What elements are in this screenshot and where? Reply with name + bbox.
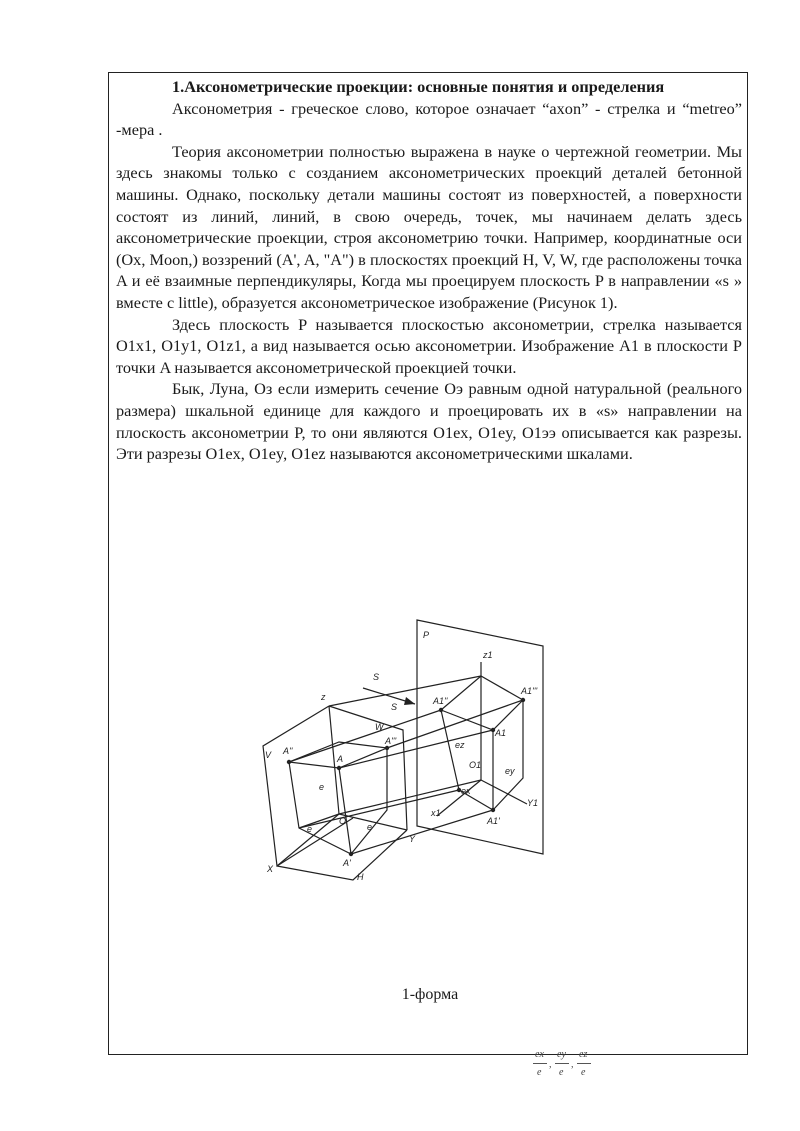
label-a: A — [337, 754, 344, 764]
label-s-arrow: S — [373, 672, 380, 682]
label-x: X — [267, 864, 274, 874]
plane-h — [277, 830, 407, 880]
label-y: Y — [409, 834, 416, 844]
formula-num-2: ey — [557, 1049, 566, 1060]
label-w: W — [375, 722, 384, 732]
formula-den-1: e — [537, 1067, 542, 1078]
scale-ratios-formula — [531, 1049, 601, 1085]
label-a3: A''' — [385, 736, 397, 746]
plane-v — [263, 706, 353, 866]
label-y1: Y1 — [527, 798, 539, 808]
label-z1: z1 — [483, 650, 493, 660]
label-ez: ez — [455, 740, 465, 750]
label-e: e — [319, 782, 325, 792]
formula-den-3: e — [581, 1067, 586, 1078]
label-ap: A' — [343, 858, 351, 868]
label-o: O — [339, 816, 347, 826]
axonometric-figure — [255, 618, 555, 893]
label-a1pp: A1'' — [433, 696, 448, 706]
plane-p — [417, 620, 543, 854]
label-z: z — [321, 692, 326, 702]
figure-caption: 1-форма — [401, 986, 459, 1003]
label-x1: x1 — [431, 808, 441, 818]
formula-den-2: e — [559, 1067, 564, 1078]
formula-num-1: ex — [535, 1049, 544, 1060]
label-ey: ey — [505, 766, 515, 776]
label-p: P — [423, 630, 430, 640]
label-ex: ex — [461, 786, 471, 796]
label-e3: e — [367, 822, 373, 832]
formula-num-3: ez — [579, 1049, 588, 1060]
ray-4 — [351, 810, 493, 854]
label-e2: e — [307, 824, 313, 834]
paragraph-4: Бык, Луна, Оз если измерить сечение Оэ равным одной натуральной (реального размера) шкальной единице для каждого и проецировать их в «s» направлении на плоскость аксонометрии P, то они являются O1ex, O1ey, O1ээ описывается как разрезы. Эти разрезы O1ex, O1ey, O1ez называются аксонометрическими шкалами. — [116, 379, 742, 464]
paragraph-2: Теория аксонометрии полностью выражена в науке о чертежной геометрии. Мы здесь знакомы только с созданием аксонометрических проекций деталей бетонной машины. Однако, поскольку детали машины состоят из поверхностей, а поверхности состоят из линий, линий, в свою очередь, точек, мы начинаем делать здесь аксонометрические проекции, строя аксонометрию точки. Например, координатные оси (Ox, Moon,) воззрений (A', A, "A") в плоскостях проекций H, V, W, где расположены точка A и её взаимные перпендикуляры, Когда мы проецируем плоскость P в направлении «s » вместе с little), образуется аксонометрическое изображение (Рисунок 1). — [116, 141, 742, 312]
label-v: V — [265, 750, 272, 760]
label-o1: O1 — [469, 760, 482, 770]
section-heading: 1.Аксонометрические проекции: основные понятия и определения — [172, 77, 665, 96]
formula-sep-2: , — [571, 1059, 574, 1070]
label-a1p: A1' — [487, 816, 500, 826]
label-a2: A'' — [283, 746, 293, 756]
label-a1: A1 — [495, 728, 507, 738]
axis-y1 — [481, 780, 527, 804]
axis-x — [277, 814, 339, 866]
projection-box — [441, 676, 523, 810]
formula-sep-1: , — [549, 1059, 552, 1070]
paragraph-3: Здесь плоскость P называется плоскостью аксонометрии, стрелка называется O1x1, O1y1, O1z1, а вид называется осью аксонометрии. Изображение A1 в плоскости P точки A называется аксонометрической проекцией точки. — [116, 314, 742, 377]
label-a1ppp: A1''' — [521, 686, 538, 696]
document-body — [116, 76, 742, 465]
label-h: H — [357, 872, 364, 882]
paragraph-1: Аксонометрия - греческое слово, которое означает “axon” - стрелка и “metreo” -мера . — [116, 98, 742, 140]
label-s-ray: S — [391, 702, 398, 712]
